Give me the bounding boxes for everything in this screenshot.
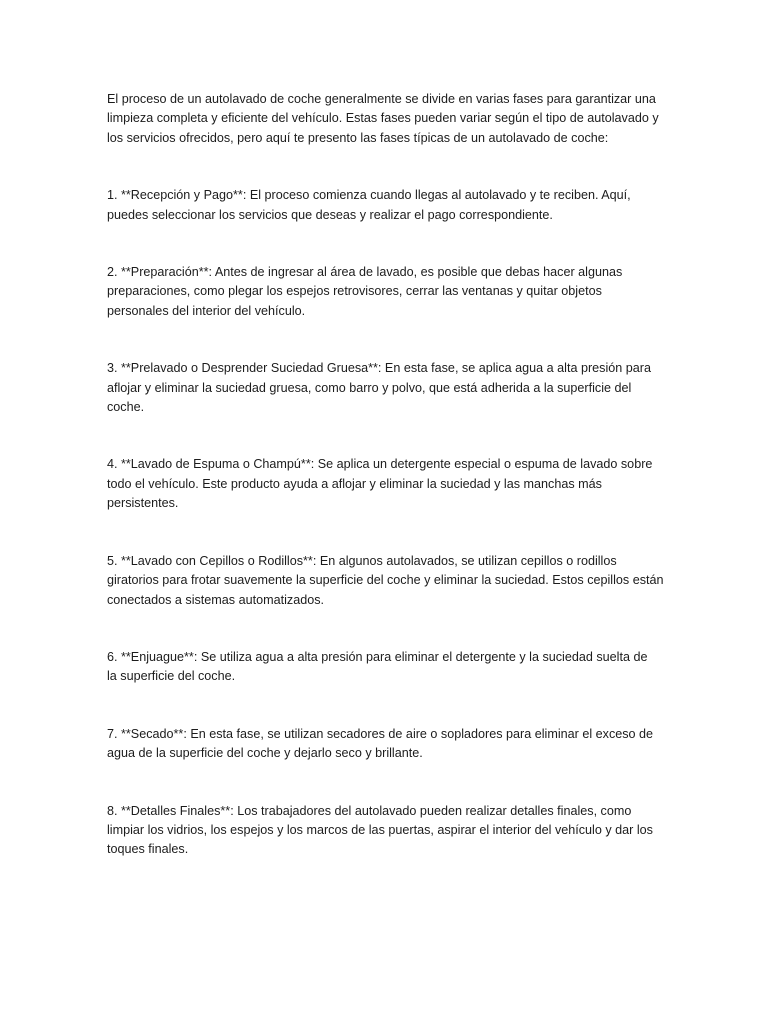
intro-paragraph: El proceso de un autolavado de coche generalmente se divide en varias fases para garantizar una limpieza completa y eficiente del vehículo. Estas fases pueden variar según el tipo de autolavado y los servicios ofrecidos, pero aquí te presento las fases típicas de un autolavado de coche: <box>107 92 659 145</box>
step-5-paragraph: 5. **Lavado con Cepillos o Rodillos**: En algunos autolavados, se utilizan cepillos o rodillos giratorios para frotar suavemente la superficie del coche y eliminar la suciedad. Estos cepillos están conectados a sistemas automatizados. <box>107 553 664 607</box>
step-6-paragraph: 6. **Enjuague**: Se utiliza agua a alta presión para eliminar el detergente y la suciedad suelta de la superficie del coche. <box>107 649 648 684</box>
step-3-paragraph: 3. **Prelavado o Desprender Suciedad Gruesa**: En esta fase, se aplica agua a alta presión para aflojar y eliminar la suciedad gruesa, como barro y polvo, que está adherida a la superficie del coche. <box>107 361 651 415</box>
step-8-paragraph: 8. **Detalles Finales**: Los trabajadores del autolavado pueden realizar detalles finales, como limpiar los vidrios, los espejos y los marcos de las puertas, aspirar el interior del vehículo y dar los toques finales. <box>107 803 653 857</box>
step-7-paragraph: 7. **Secado**: En esta fase, se utilizan secadores de aire o sopladores para eliminar el exceso de agua de la superficie del coche y dejarlo seco y brillante. <box>107 726 654 761</box>
step-1-paragraph: 1. **Recepción y Pago**: El proceso comienza cuando llegas al autolavado y te reciben. Aquí, puedes seleccionar los servicios que deseas y realizar el pago correspondiente. <box>107 188 631 222</box>
step-4-paragraph: 4. **Lavado de Espuma o Champú**: Se aplica un detergente especial o espuma de lavado sobre todo el vehículo. Este producto ayuda a aflojar y eliminar la suciedad y las manchas más persistentes. <box>107 457 653 511</box>
step-2-paragraph: 2. **Preparación**: Antes de ingresar al área de lavado, es posible que debas hacer algunas preparaciones, como plegar los espejos retrovisores, cerrar las ventanas y quitar objetos personales del interior del vehículo. <box>107 265 623 318</box>
